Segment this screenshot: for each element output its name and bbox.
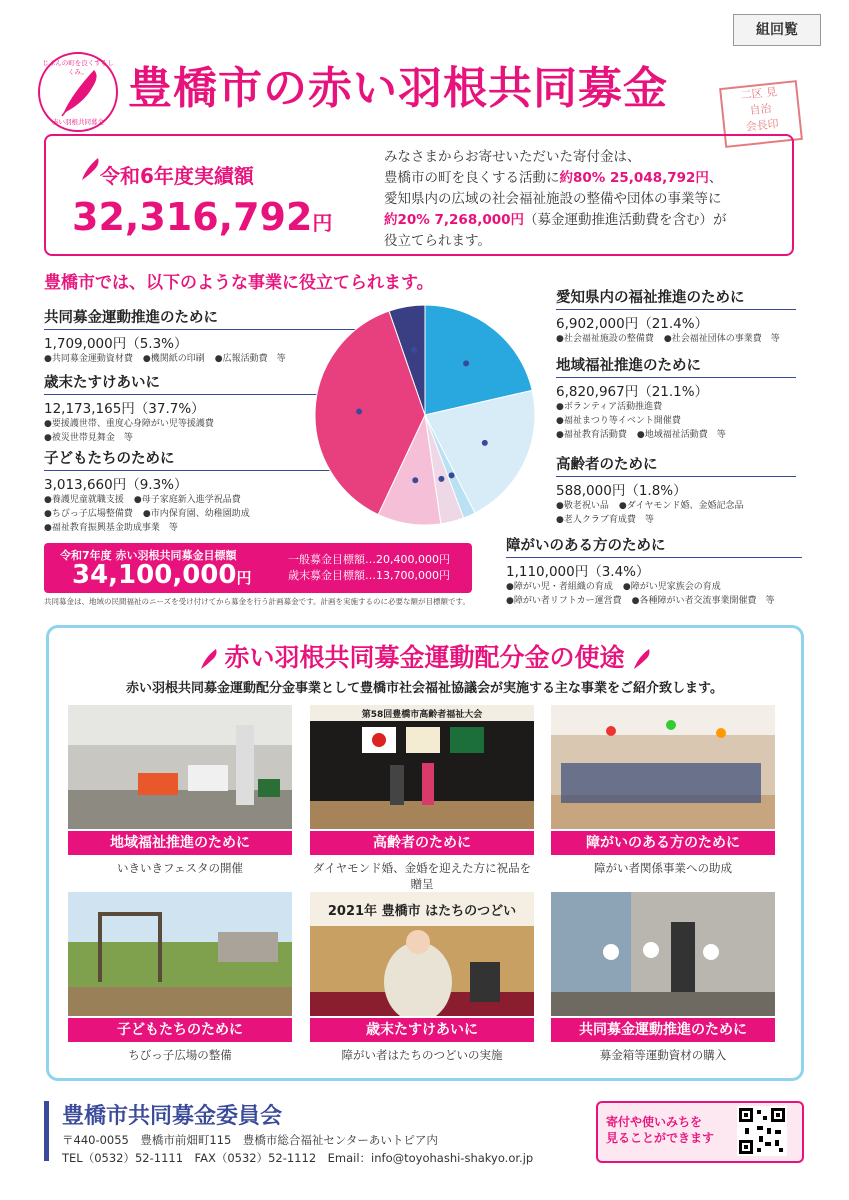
- target-amount: [72, 560, 252, 590]
- photo-donation-box: [551, 892, 775, 1016]
- list-item: ●母子家庭新入進学祝品費: [133, 495, 241, 505]
- target-note: 共同募金は、地域の民間福祉のニーズを受け付けてから募金を行う計画募金です。計画を実施するのに必要な額が目標額です。: [44, 597, 470, 606]
- pie-leader-dot: [356, 408, 362, 414]
- organization-contact: TEL（0532）52-1111 FAX（0532）52-1112 Email：info@toyohashi-shakyo.or.jp: [62, 1151, 534, 1165]
- photo-coming-of-age: [310, 892, 534, 1016]
- pie-leader-dot: [449, 472, 455, 478]
- qr-text-line: 寄付や使いみちを: [606, 1115, 703, 1129]
- desc-line: みなさまからお寄せいただいた寄付金は、: [384, 149, 641, 165]
- photo-playground: [68, 892, 292, 1016]
- photo-caption: 障がい者はたちのつどいの実施: [341, 1048, 503, 1062]
- feather-icon: [78, 156, 100, 182]
- usage-title: [0, 638, 849, 674]
- list-item: ●被災世帯見舞金 等: [44, 433, 133, 443]
- item-title: 共同募金運動推進のために: [44, 306, 384, 330]
- ceremony-photo-image: [310, 705, 534, 829]
- item-title: 障がいのある方のために: [506, 534, 802, 558]
- donation-photo-image: [551, 892, 775, 1016]
- photo-caption: いきいきフェスタの開催: [117, 861, 243, 875]
- stamp-text: 印: [766, 117, 780, 132]
- ceremony-banner: 第58回豊橋市高齢者福祉大会: [361, 710, 483, 720]
- list-item: ●敬老祝い品: [556, 501, 609, 511]
- page-title: 豊橋市の赤い羽根共同募金: [128, 63, 668, 114]
- item-amount: 1,709,000円（5.3%）: [44, 336, 188, 352]
- list-item: ●地域福祉活動費 等: [636, 430, 726, 440]
- photo-label: 歳末たすけあいに: [310, 1018, 534, 1042]
- item-amount: 12,173,165円（37.7%）: [44, 401, 205, 417]
- desc-line: [384, 168, 784, 189]
- general-target: 一般募金目標額…20,400,000円: [288, 553, 450, 566]
- photo-label: 高齢者のために: [310, 831, 534, 855]
- list-item: ●要援護世帯、重度心身障がい児等援護費: [44, 419, 214, 429]
- event-photo-image: [551, 705, 775, 829]
- pie-leader-dot: [412, 477, 418, 483]
- qr-text-line: 見ることができます: [606, 1131, 715, 1145]
- logo-bottom-text: 赤い羽根共同募金: [52, 118, 104, 126]
- item-elderly: [556, 453, 796, 527]
- pie-leader-dot: [438, 476, 444, 482]
- target-detail: [288, 552, 450, 584]
- list-item: ●福祉教育振興基金助成事業 等: [44, 523, 178, 533]
- item-amount: 6,902,000円（21.4%）: [556, 316, 709, 332]
- photo-label: 地域福祉推進のために: [68, 831, 292, 855]
- organization-address: 〒440-0055 豊橋市前畑町115 豊橋市総合福祉センターあいトピア内: [62, 1133, 438, 1147]
- list-item: ●社会福祉団体の事業費 等: [663, 334, 780, 344]
- result-amount: [72, 195, 332, 239]
- result-amount-unit: 円: [312, 211, 333, 235]
- festival-photo-image: [68, 705, 292, 829]
- item-amount: 588,000円（1.8%）: [556, 483, 687, 499]
- photo-festival: [68, 705, 292, 829]
- item-amount: 1,110,000円（3.4%）: [506, 564, 650, 580]
- list-item: ●障がい児家族会の育成: [622, 582, 721, 592]
- organization-name: 豊橋市共同募金委員会: [62, 1104, 283, 1129]
- list-item: ●各種障がい者交流事業開催費 等: [631, 596, 775, 606]
- list-item: ●障がい者リフトカー運営費: [506, 596, 622, 606]
- photo-label: 障がいのある方のために: [551, 831, 775, 855]
- red-feather-logo: [38, 52, 118, 132]
- qr-text: [606, 1114, 714, 1146]
- item-title: 愛知県内の福祉推進のために: [556, 286, 796, 310]
- list-item: ●福祉まつり等イベント開催費: [556, 416, 681, 426]
- item-list: [556, 499, 796, 527]
- list-item: ●共同募金運動資材費: [44, 354, 133, 364]
- target-label: 令和7年度 赤い羽根共同募金目標額: [60, 549, 237, 562]
- yearend-target: 歳末募金目標額…13,700,000円: [288, 569, 450, 582]
- list-item: ●福祉教育活動費: [556, 430, 627, 440]
- desc-text: （募金運動推進活動費を含む）が: [524, 212, 727, 228]
- item-amount: 6,820,967円（21.1%）: [556, 384, 709, 400]
- item-disability: [506, 534, 802, 608]
- pie-leader-dot: [411, 347, 417, 353]
- stamp-text: 会長: [745, 118, 769, 134]
- pie-leader-dot: [463, 360, 469, 366]
- qr-code-icon[interactable]: [737, 1106, 787, 1156]
- item-community: [556, 354, 796, 442]
- item-title: 地域福祉推進のために: [556, 354, 796, 378]
- list-item: ●社会福祉施設の整備費: [556, 334, 654, 344]
- target-amount-value: 34,100,000: [72, 560, 237, 590]
- section-title: 豊橋市では、以下のような事業に役立てられます。: [44, 273, 434, 293]
- item-title: 高齢者のために: [556, 453, 796, 477]
- item-list: [556, 332, 796, 346]
- playground-photo-image: [68, 892, 292, 1016]
- feather-icon: [631, 647, 651, 671]
- desc-line: [384, 210, 784, 231]
- pie-leader-dot: [482, 440, 488, 446]
- feather-icon: [198, 647, 218, 671]
- desc-highlight: 約80% 25,048,792円: [559, 170, 709, 186]
- photo-caption: ダイヤモンド婚、金婚を迎えた方に祝品を贈呈: [312, 861, 532, 891]
- item-amount: 3,013,660円（9.3%）: [44, 477, 188, 493]
- list-item: ●障がい児・者組織の育成: [506, 582, 613, 592]
- photo-caption: 障がい者関係事業への助成: [594, 861, 732, 875]
- list-item: ●養護児童就職支援: [44, 495, 124, 505]
- usage-title-text: 赤い羽根共同募金運動配分金の使途: [224, 643, 625, 672]
- item-list: [556, 400, 796, 442]
- coming-of-age-banner: 2021年 豊橋市 はたちのつどい: [327, 904, 517, 919]
- photo-caption: 募金箱等運動資材の購入: [599, 1048, 727, 1062]
- photo-label: 子どもたちのために: [68, 1018, 292, 1042]
- photo-label: 共同募金運動推進のために: [551, 1018, 775, 1042]
- stamp-text: 見: [765, 85, 778, 100]
- list-item: ●ボランティア活動推進費: [556, 402, 663, 412]
- desc-highlight: 約20% 7,268,000円: [384, 212, 525, 228]
- desc-line: 役立てられます。: [384, 233, 491, 249]
- desc-text: 豊橋市の町を良くする活動に: [384, 170, 560, 186]
- allocation-pie-chart: [310, 300, 540, 530]
- footer-accent-bar: [44, 1101, 49, 1161]
- desc-text: 、: [708, 170, 723, 186]
- photo-caption: ちびっ子広場の整備: [128, 1048, 232, 1062]
- result-description: [384, 147, 784, 252]
- item-list: [506, 580, 802, 608]
- list-item: ●機関紙の印刷: [142, 354, 205, 364]
- list-item: ●ダイヤモンド婚、金婚記念品: [618, 501, 744, 511]
- circulation-tag: 組回覧: [733, 14, 821, 46]
- result-amount-value: 32,316,792: [72, 195, 313, 239]
- list-item: ●広報活動費 等: [214, 354, 286, 364]
- photo-elderly-ceremony: [310, 705, 534, 829]
- result-label: 令和6年度実績額: [100, 164, 254, 188]
- usage-subtitle: 赤い羽根共同募金運動配分金事業として豊橋市社会福祉協議会が実施する主な事業をご紹介致します。: [126, 681, 723, 696]
- stamp-text: 自治: [748, 101, 773, 118]
- desc-line: 愛知県内の広域の社会福祉施設の整備や団体の事業等に: [384, 191, 722, 207]
- photo-disability-event: [551, 705, 775, 829]
- logo-arc-text: じぶんの町を良くするしくみ。: [42, 59, 114, 76]
- item-title: 子どもたちのために: [44, 447, 384, 471]
- list-item: ●市内保育園、幼稚園助成: [142, 509, 250, 519]
- list-item: ●ちびっ子広場整備費: [44, 509, 133, 519]
- item-title: 歳末たすけあいに: [44, 371, 384, 395]
- stamp-text: 二区: [740, 86, 764, 102]
- item-aichi: [556, 286, 796, 346]
- list-item: ●老人クラブ育成費 等: [556, 515, 654, 525]
- target-amount-unit: 円: [236, 569, 252, 587]
